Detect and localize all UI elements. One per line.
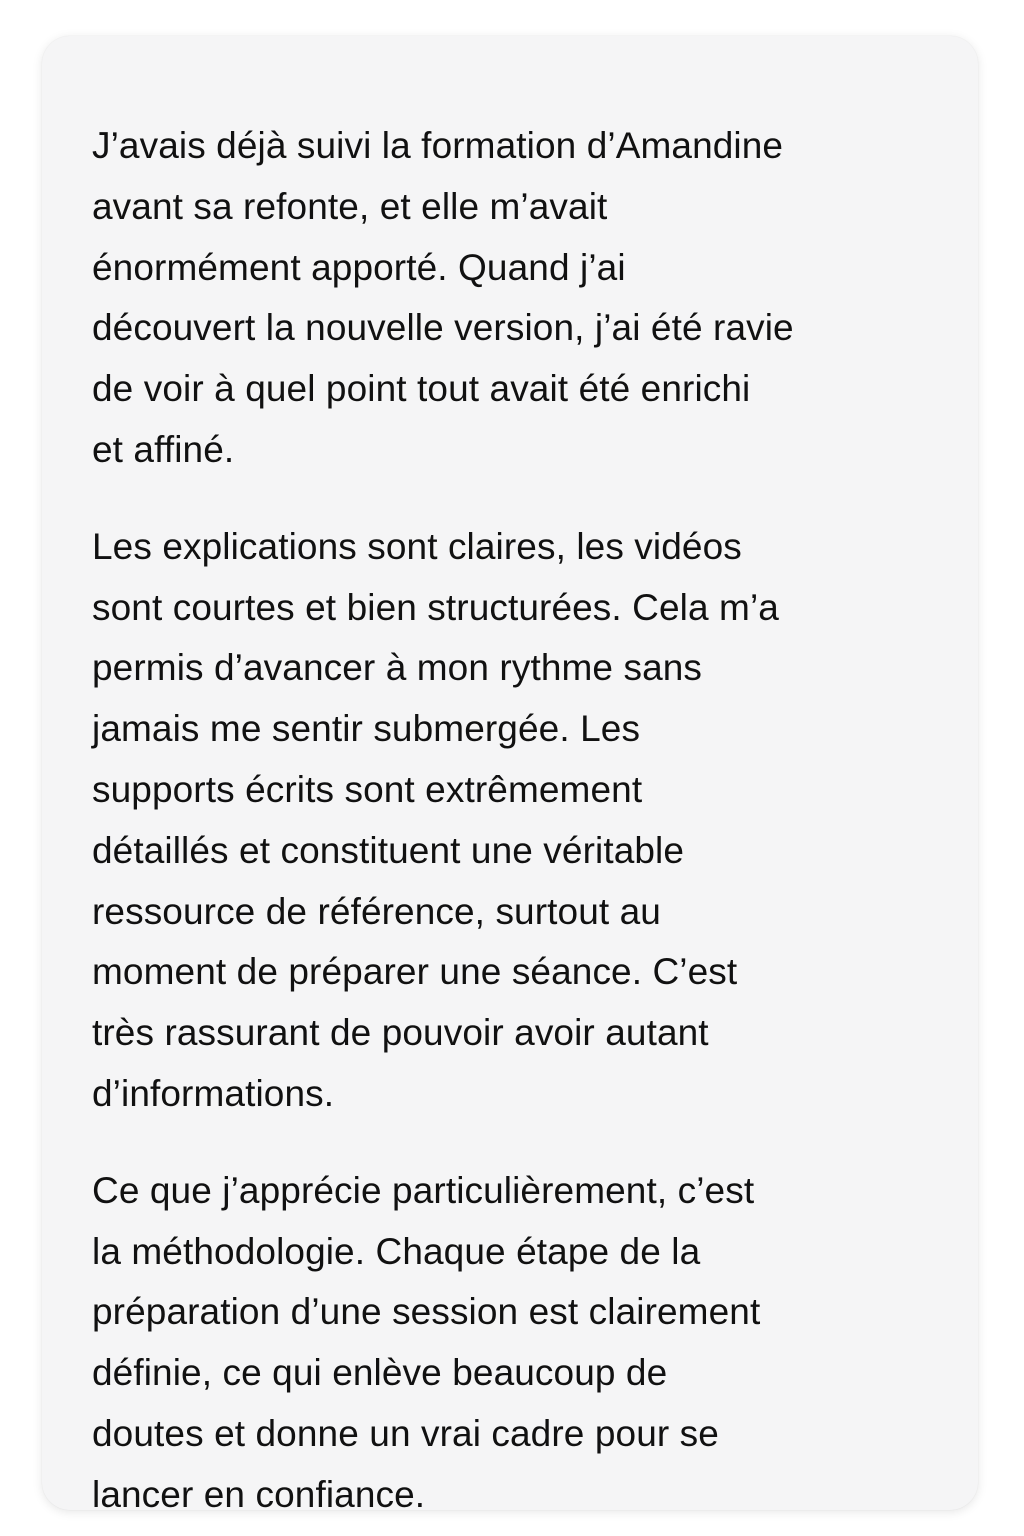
text-line: préparation d’une session est clairement	[92, 1291, 761, 1333]
text-line: la méthodologie. Chaque étape de la	[92, 1230, 701, 1272]
text-line: très rassurant de pouvoir avoir autant	[92, 1012, 709, 1054]
text-line: J’avais déjà suivi la formation d’Amandine	[92, 125, 784, 166]
text-line: de voir à quel point tout avait été enrichi	[92, 368, 751, 410]
text-line: définie, ce qui enlève beaucoup de	[92, 1352, 668, 1394]
text-line: et affiné.	[92, 428, 235, 470]
text-line: énormément apporté. Quand j’ai	[92, 246, 626, 288]
text-line: avant sa refonte, et elle m’avait	[92, 185, 608, 227]
text-line: doutes et donne un vrai cadre pour se	[92, 1412, 719, 1454]
text-line: découvert la nouvelle version, j’ai été ravie	[92, 307, 794, 349]
text-line: ressource de référence, surtout au	[92, 890, 661, 932]
text-line: jamais me sentir submergée. Les	[92, 708, 641, 750]
text-line: sont courtes et bien structurées. Cela m’a	[92, 586, 779, 628]
text-line: supports écrits sont extrêmement	[92, 768, 643, 810]
text-line: Les explications sont claires, les vidéos	[92, 525, 742, 567]
text-line: d’informations.	[92, 1072, 335, 1114]
text-line: moment de préparer une séance. C’est	[92, 951, 738, 993]
text-line: détaillés et constituent une véritable	[92, 829, 685, 871]
text-line: permis d’avancer à mon rythme sans	[92, 647, 703, 689]
review-card	[42, 36, 978, 1515]
text-line: lancer en confiance.	[92, 1473, 426, 1515]
review-paragraph-2	[92, 517, 918, 1125]
review-paragraph-3	[92, 1161, 918, 1526]
review-paragraph-1	[92, 116, 918, 481]
text-line: Ce que j’apprécie particulièrement, c’est	[92, 1169, 755, 1211]
